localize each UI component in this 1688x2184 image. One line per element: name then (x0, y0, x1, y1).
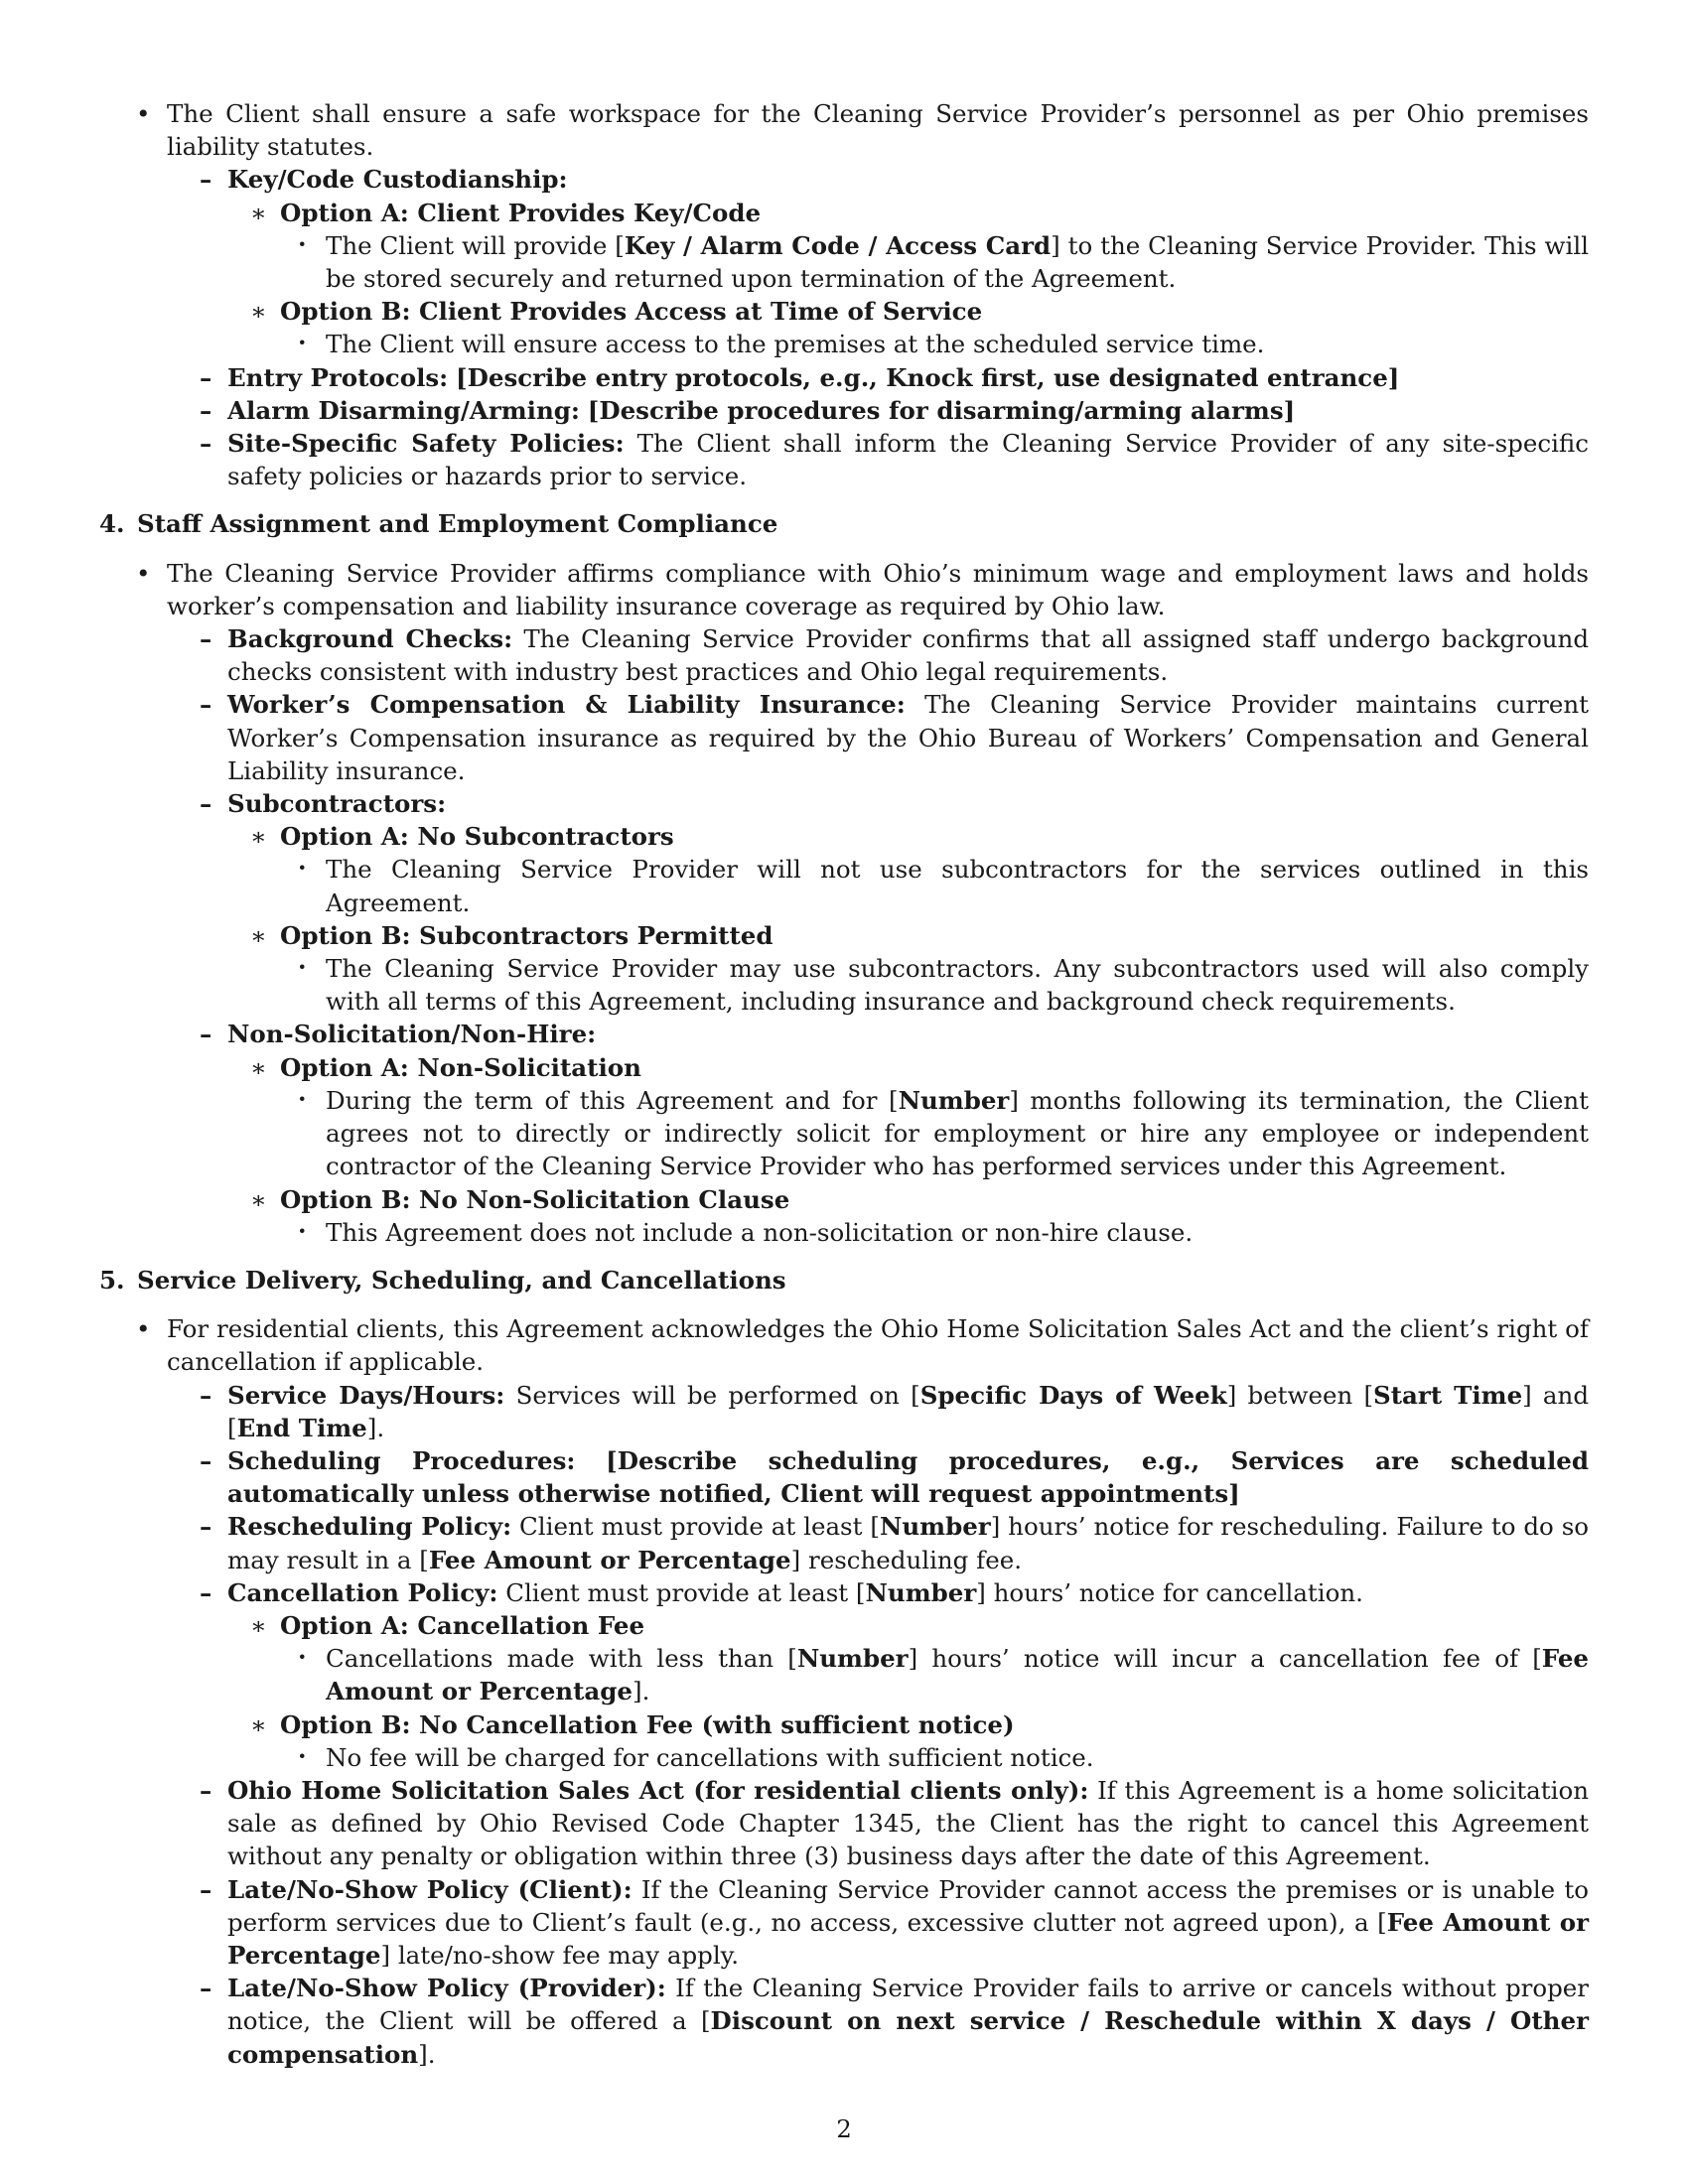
section-heading: 4. Staff Assignment and Employment Compliance (99, 509, 778, 539)
list-item: – Subcontractors: (99, 787, 1589, 820)
option-title: ∗ Option A: Client Provides Key/Code (99, 197, 1589, 229)
option-text: · The Client will ensure access to the premises at the scheduled service time. (99, 328, 1589, 360)
option-title: ∗ Option A: Cancellation Fee (99, 1609, 1589, 1642)
list-item: – Site-Specific Safety Policies: The Client shall inform the Cleaning Service Provider of any site-specific safety policies or hazards prior to service. (99, 427, 1589, 492)
option-text: · This Agreement does not include a non-solicitation or non-hire clause. (99, 1216, 1589, 1249)
list-item: • The Client shall ensure a safe workspace for the Cleaning Service Provider’s personnel as per Ohio premises liability statutes. (99, 97, 1589, 163)
option-text: · The Cleaning Service Provider may use subcontractors. Any subcontractors used will also comply with all terms of this Agreement, including insurance and background check requirements. (99, 952, 1589, 1018)
list-item: – Background Checks: The Cleaning Service Provider confirms that all assigned staff undergo background checks consistent with industry best practices and Ohio legal requirements. (99, 622, 1589, 688)
option-title: ∗ Option B: No Cancellation Fee (with sufficient notice) (99, 1708, 1589, 1741)
item-label: Key/Code Custodianship: (227, 165, 568, 195)
list-item: – Entry Protocols: [Describe entry protocols, e.g., Knock first, use designated entrance] (99, 361, 1589, 394)
option-text: · No fee will be charged for cancellations with sufficient notice. (99, 1741, 1589, 1774)
list-item: – Late/No-Show Policy (Provider): If the Cleaning Service Provider fails to arrive or cancels without proper notice, the Client will be offered a [Discount on next service / Reschedule within X days / Other compensation]. (99, 1972, 1589, 2071)
option-title: ∗ Option B: No Non-Solicitation Clause (99, 1183, 1589, 1216)
list-item: – Non-Solicitation/Non-Hire: (99, 1018, 1589, 1050)
list-item: – Service Days/Hours: Services will be performed on [Specific Days of Week] between [Start Time] and [End Time]. (99, 1379, 1589, 1444)
list-item: – Worker’s Compensation & Liability Insurance: The Cleaning Service Provider maintains current Worker’s Compensation insurance as required by the Ohio Bureau of Workers’ Compensation and General Liability insurance. (99, 688, 1589, 787)
option-title: ∗ Option B: Client Provides Access at Time of Service (99, 295, 1589, 328)
option-text: · Cancellations made with less than [Number] hours’ notice will incur a cancellation fee of [Fee Amount or Percentage]. (99, 1642, 1589, 1707)
section-heading: 5. Service Delivery, Scheduling, and Cancellations (99, 1265, 786, 1295)
list-item (99, 163, 1589, 196)
list-item: • The Cleaning Service Provider affirms compliance with Ohio’s minimum wage and employment laws and holds worker’s compensation and liability insurance coverage as required by Ohio law. (99, 557, 1589, 622)
option-title: ∗ Option A: Non-Solicitation (99, 1051, 1589, 1084)
list-item: • For residential clients, this Agreement acknowledges the Ohio Home Solicitation Sales Act and the client’s right of cancellation if applicable. (99, 1312, 1589, 1378)
document-body (99, 97, 1589, 2071)
option-text: · The Cleaning Service Provider will not use subcontractors for the services outlined in this Agreement. (99, 853, 1589, 918)
list-item: – Ohio Home Solicitation Sales Act (for residential clients only): If this Agreement is a home solicitation sale as defined by Ohio Revised Code Chapter 1345, the Client has the right to cancel this Agreement without any penalty or obligation within three (3) business days after the date of this Agreement. (99, 1774, 1589, 1873)
list-item: – Late/No-Show Policy (Client): If the Cleaning Service Provider cannot access the premises or is unable to perform services due to Client’s fault (e.g., no access, excessive clutter not agreed upon), a [Fee Amount or Percentage] late/no-show fee may apply. (99, 1873, 1589, 1973)
option-title: ∗ Option B: Subcontractors Permitted (99, 919, 1589, 952)
option-text: · The Client will provide [Key / Alarm Code / Access Card] to the Cleaning Service Provider. This will be stored securely and returned upon termination of the Agreement. (99, 229, 1589, 295)
option-text: · During the term of this Agreement and for [Number] months following its termination, the Client agrees not to directly or indirectly solicit for employment or hire any employee or independent contractor of the Cleaning Service Provider who has performed services under this Agreement. (99, 1084, 1589, 1183)
page-number: 2 (836, 2115, 852, 2143)
list-item: – Scheduling Procedures: [Describe scheduling procedures, e.g., Services are scheduled automatically unless otherwise notified, Client will request appointments] (99, 1444, 1589, 1510)
option-title: ∗ Option A: No Subcontractors (99, 820, 1589, 853)
list-item: – Cancellation Policy: Client must provide at least [Number] hours’ notice for cancellation. (99, 1576, 1589, 1609)
list-item: – Rescheduling Policy: Client must provide at least [Number] hours’ notice for rescheduling. Failure to do so may result in a [Fee Amount or Percentage] rescheduling fee. (99, 1510, 1589, 1575)
list-item: – Alarm Disarming/Arming: [Describe procedures for disarming/arming alarms] (99, 394, 1589, 427)
